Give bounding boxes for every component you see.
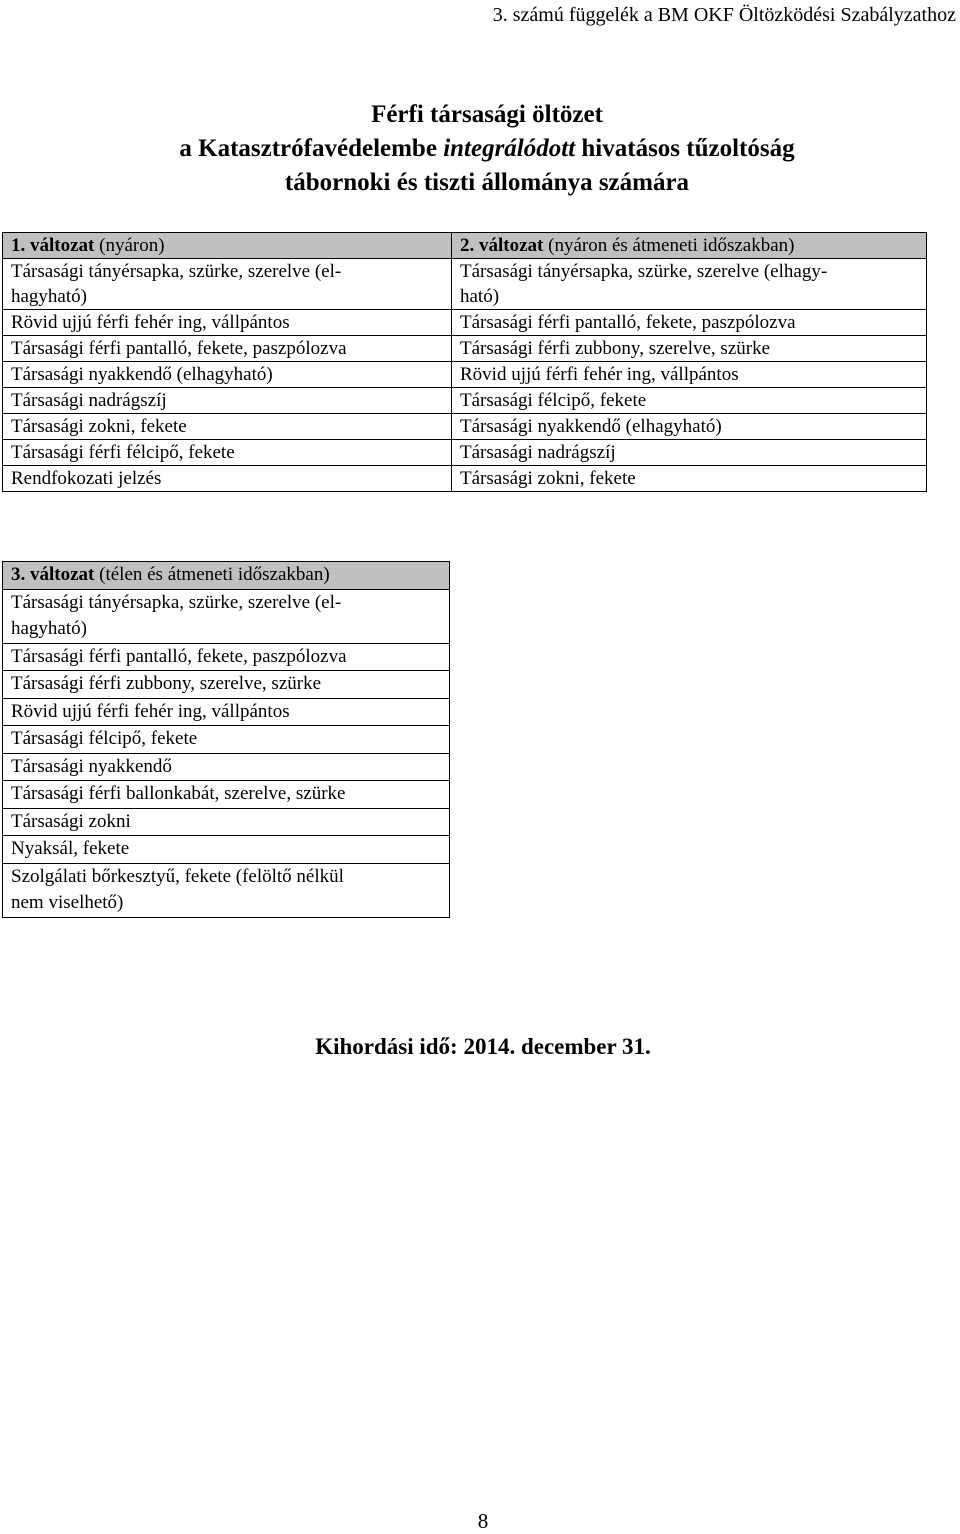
variant-3-item: Társasági tányérsapka, szürke, szerelve (el- hagyható) [3, 589, 450, 643]
variant-1-item: Társasági férfi pantalló, fekete, paszpólozva [3, 336, 452, 362]
variant-1-item: Társasági nadrágszíj [3, 388, 452, 414]
variant-1-item: Társasági nyakkendő (elhagyható) [3, 362, 452, 388]
variant-1-item: Társasági tányérsapka, szürke, szerelve (el- hagyható) [3, 259, 452, 310]
wear-period-deadline: Kihordási idő: 2014. december 31. [315, 1034, 651, 1059]
table-row [3, 259, 927, 310]
table-row [3, 466, 927, 492]
title-line-2-end: hivatásos tűzoltóság [575, 135, 795, 162]
variant-2-season: (nyáron és átmeneti időszakban) [543, 235, 795, 256]
table-header-row [3, 233, 927, 259]
variant-3-season: (télen és átmeneti időszakban) [94, 564, 330, 585]
variant-3-item: Szolgálati bőrkesztyű, fekete (felöltő nélkül nem viselhető) [3, 863, 450, 917]
variant-2-item: Társasági férfi zubbony, szerelve, szürke [452, 336, 927, 362]
title-line-2-start: a Katasztrófavédelembe [179, 135, 444, 162]
variant-2-item: Társasági nadrágszíj [452, 440, 927, 466]
variant-3-item: Társasági férfi pantalló, fekete, paszpólozva [3, 643, 450, 671]
variant-3-item: Társasági félcipő, fekete [3, 726, 450, 754]
variant-3-header [3, 562, 450, 590]
variant-2-item: Rövid ujjú férfi fehér ing, vállpántos [452, 362, 927, 388]
table-row [3, 671, 450, 699]
variant-3-label: 3. változat [11, 564, 95, 585]
table-row [3, 643, 450, 671]
table-header-row [3, 562, 450, 590]
variant-1-item: Rövid ujjú férfi fehér ing, vállpántos [3, 310, 452, 336]
variant-2-item: Társasági tányérsapka, szürke, szerelve (elhagy- ható) [452, 259, 927, 310]
table-row [3, 362, 927, 388]
document-title [0, 98, 960, 200]
variant-3-item: Társasági zokni [3, 808, 450, 836]
uniform-variants-table-summer [2, 232, 927, 492]
appendix-note: 3. számú függelék a BM OKF Öltözködési Szabályzathoz [492, 4, 956, 26]
variant-2-item: Társasági nyakkendő (elhagyható) [452, 414, 927, 440]
title-line-1: Férfi társasági öltözet [371, 101, 603, 128]
table-row [3, 310, 927, 336]
title-line-3: tábornoki és tiszti állománya számára [284, 169, 690, 196]
variant-3-item: Társasági nyakkendő [3, 753, 450, 781]
table-row [3, 836, 450, 864]
table-row [3, 414, 927, 440]
variant-2-item: Társasági félcipő, fekete [452, 388, 927, 414]
table-row [3, 589, 450, 643]
variant-3-item: Nyaksál, fekete [3, 836, 450, 864]
variant-1-item: Rendfokozati jelzés [3, 466, 452, 492]
variant-2-item: Társasági zokni, fekete [452, 466, 927, 492]
variant-2-header [452, 233, 927, 259]
variant-3-item: Rövid ujjú férfi fehér ing, vállpántos [3, 698, 450, 726]
table-row [3, 388, 927, 414]
table-row [3, 781, 450, 809]
variant-1-season: (nyáron) [94, 235, 165, 256]
variant-3-item: Társasági férfi zubbony, szerelve, szürke [3, 671, 450, 699]
table-row [3, 726, 450, 754]
variant-1-header [3, 233, 452, 259]
table-row [3, 698, 450, 726]
variant-1-item: Társasági zokni, fekete [3, 414, 452, 440]
variant-2-label: 2. változat [460, 235, 544, 256]
uniform-variant-3-table-winter [2, 561, 450, 918]
variant-2-item: Társasági férfi pantalló, fekete, paszpólozva [452, 310, 927, 336]
variant-3-item: Társasági férfi ballonkabát, szerelve, szürke [3, 781, 450, 809]
table-row [3, 808, 450, 836]
title-line-2 [0, 132, 960, 166]
title-line-2-italic: integrálódott [443, 135, 576, 162]
table-row [3, 440, 927, 466]
variant-1-item: Társasági férfi félcipő, fekete [3, 440, 452, 466]
variant-1-label: 1. változat [11, 235, 95, 256]
table-row [3, 336, 927, 362]
table-row [3, 753, 450, 781]
table-row [3, 863, 450, 917]
page-number: 8 [477, 1509, 489, 1533]
